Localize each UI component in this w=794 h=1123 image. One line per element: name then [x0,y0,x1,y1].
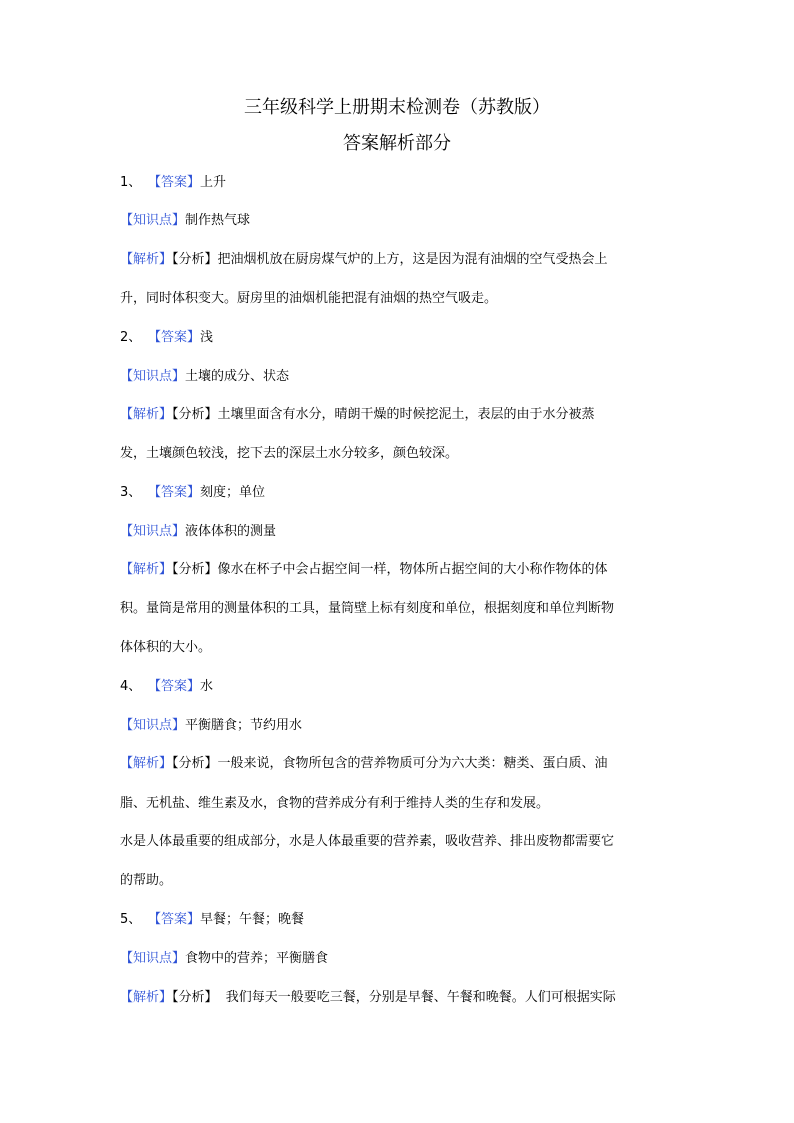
knowledge-line-2 [120,368,680,386]
knowledge-tag: 【知识点】 [120,951,186,966]
knowledge-text: 土壤的成分、状态 [185,369,290,384]
page-subtitle: 答案解析部分 [343,133,451,154]
analysis-cont: 发，土壤颜色较浅，挖下去的深层土水分较多，颜色较深。 [120,446,459,461]
analysis-cont: 体体积的大小。 [120,640,212,655]
knowledge-tag: 【知识点】 [120,369,186,384]
knowledge-text: 食物中的营养；平衡膳食 [185,951,329,966]
answer-text: 水 [200,679,214,694]
knowledge-line-1 [120,212,680,230]
answer-text: 上升 [200,175,227,190]
analysis-line-5 [120,989,680,1007]
analysis-text: 像水在杯子中会占据空间一样，物体所占据空间的大小称作物体的体 [217,562,608,577]
analysis-cont: 积。量筒是常用的测量体积的工具，量筒壁上标有刻度和单位，根据刻度和单位判断物 [120,601,615,616]
item-number: 1、 [120,175,142,190]
answer-line-4 [120,678,680,696]
answer-line-1 [120,174,680,192]
analysis-tag: 【解析】 [120,252,173,267]
analysis-text: 土壤里面含有水分，晴朗干燥的时候挖泥土，表层的由于水分被蒸 [217,407,595,422]
fenxi-tag: 【分析】 [172,990,218,1005]
knowledge-line-4 [120,717,680,735]
answer-text: 浅 [200,330,214,345]
answer-tag: 【答案】 [148,485,201,500]
fenxi-tag: 【分析】 [172,756,218,771]
analysis-text: 把油烟机放在厨房煤气炉的上方，这是因为混有油烟的空气受热会上 [217,252,608,267]
knowledge-text: 制作热气球 [185,213,251,228]
fenxi-tag: 【分析】 [172,252,218,267]
knowledge-text: 平衡膳食；节约用水 [185,718,303,733]
answer-line-5 [120,911,680,929]
knowledge-tag: 【知识点】 [120,524,186,539]
analysis-tag: 【解析】 [120,756,173,771]
fenxi-tag: 【分析】 [172,562,218,577]
knowledge-line-5 [120,950,680,968]
answer-text: 早餐；午餐；晚餐 [200,912,305,927]
item-number: 5、 [120,912,142,927]
item-number: 3、 [120,485,142,500]
knowledge-text: 液体体积的测量 [185,524,277,539]
analysis-cont: 升，同时体积变大。厨房里的油烟机能把混有油烟的热空气吸走。 [120,291,498,306]
answer-tag: 【答案】 [148,679,201,694]
knowledge-tag: 【知识点】 [120,213,186,228]
analysis-line-1 [120,251,680,269]
analysis-line-2 [120,406,680,424]
answer-text: 刻度；单位 [200,485,266,500]
analysis-tag: 【解析】 [120,990,173,1005]
analysis-text: 一般来说，食物所包含的营养物质可分为六大类：糖类、蛋白质、油 [217,756,608,771]
page-title: 三年级科学上册期末检测卷（苏教版） [244,97,550,118]
item-number: 2、 [120,330,142,345]
analysis-line-4 [120,755,680,773]
answer-tag: 【答案】 [148,330,201,345]
fenxi-tag: 【分析】 [172,407,218,422]
analysis-tag: 【解析】 [120,562,173,577]
answer-line-2 [120,329,680,347]
analysis-text: 我们每天一般要吃三餐，分别是早餐、午餐和晚餐。人们可根据实际 [225,990,616,1005]
answer-tag: 【答案】 [148,175,201,190]
analysis-line-3 [120,561,680,579]
knowledge-line-3 [120,523,680,541]
answer-tag: 【答案】 [148,912,201,927]
answer-line-3 [120,484,680,502]
item-number: 4、 [120,679,142,694]
analysis-tag: 【解析】 [120,407,173,422]
analysis-cont: 水是人体最重要的组成部分，水是人体最重要的营养素，吸收营养、排出废物都需要它 [120,834,615,849]
analysis-cont: 脂、无机盐、维生素及水，食物的营养成分有利于维持人类的生存和发展。 [120,796,550,811]
analysis-cont: 的帮助。 [120,873,173,888]
knowledge-tag: 【知识点】 [120,718,186,733]
